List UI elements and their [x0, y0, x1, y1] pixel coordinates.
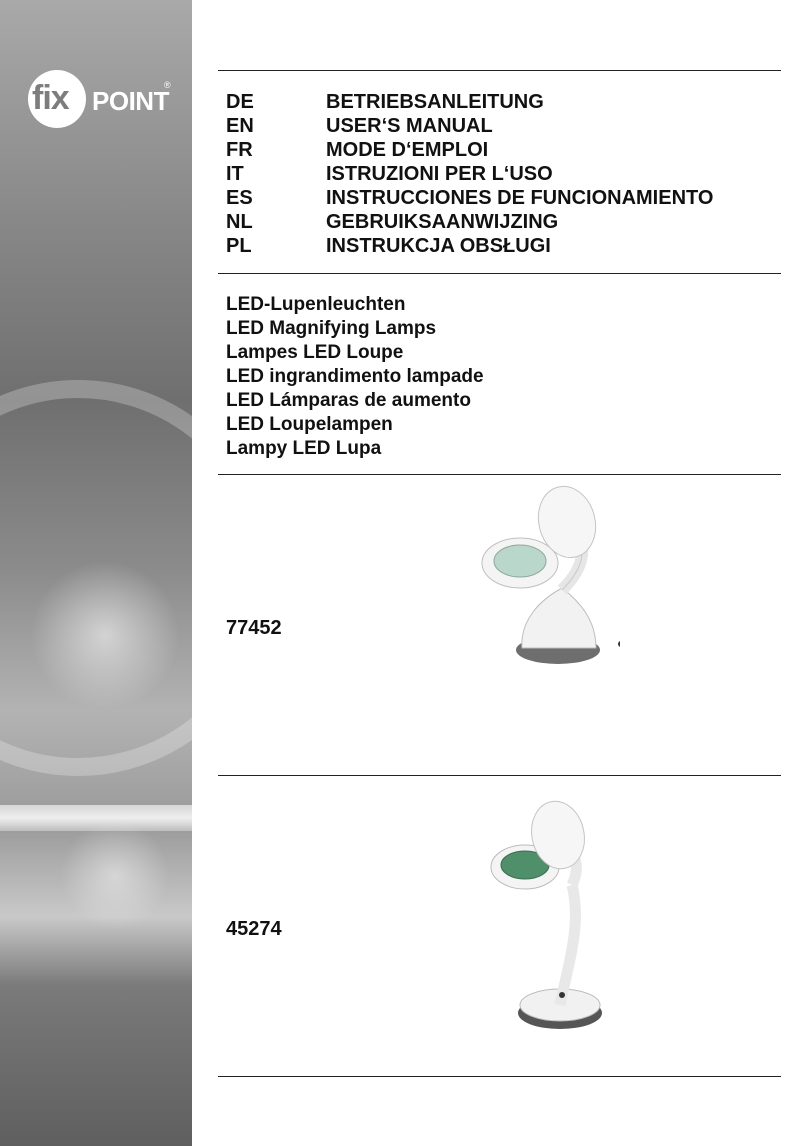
divider: [218, 70, 781, 71]
product-name: Lampy LED Lupa: [226, 438, 382, 459]
divider: [218, 775, 781, 776]
language-row: [226, 210, 713, 234]
product-name: LED Magnifying Lamps: [226, 318, 437, 339]
decorative-glow: [60, 820, 170, 930]
model-number: 45274: [226, 918, 282, 940]
product-name: LED Loupelampen: [226, 414, 393, 435]
model-number: 77452: [226, 617, 282, 639]
manual-title: USER‘S MANUAL: [326, 114, 493, 137]
manual-title: INSTRUKCJA OBSŁUGI: [326, 234, 551, 257]
language-code: ES: [226, 186, 253, 209]
decorative-glow: [30, 560, 180, 710]
manual-title: BETRIEBSANLEITUNG: [326, 90, 544, 113]
language-row: [226, 138, 713, 162]
magnifying-lamp-image: [478, 785, 628, 1055]
manual-title: INSTRUCCIONES DE FUNCIONAMIENTO: [326, 186, 714, 209]
language-row: [226, 90, 713, 114]
language-row: [226, 234, 713, 258]
logo-text-point: POINT: [92, 86, 169, 116]
language-code: NL: [226, 210, 253, 233]
manual-language-list: [226, 90, 713, 258]
product-name: LED-Lupenleuchten: [226, 294, 406, 315]
language-row: [226, 162, 713, 186]
language-code: EN: [226, 114, 254, 137]
brand-logo: [28, 70, 171, 130]
language-code: PL: [226, 234, 252, 257]
divider: [218, 474, 781, 475]
magnifying-lamp-image: [470, 480, 620, 680]
language-code: IT: [226, 162, 244, 185]
product-name-list: [226, 293, 484, 461]
language-row: [226, 114, 713, 138]
product-name: Lampes LED Loupe: [226, 342, 404, 363]
language-code: DE: [226, 90, 254, 113]
manual-title: MODE D‘EMPLOI: [326, 138, 489, 161]
language-row: [226, 186, 713, 210]
product-name: LED Lámparas de aumento: [226, 390, 471, 411]
manual-title: ISTRUZIONI PER L‘USO: [326, 162, 553, 185]
divider: [218, 1076, 781, 1077]
registered-mark: ®: [164, 80, 171, 90]
decorative-sidebar: [0, 0, 192, 1146]
logo-text-fix: fix: [32, 79, 69, 117]
language-code: FR: [226, 138, 253, 161]
divider: [218, 273, 781, 274]
manual-title: GEBRUIKSAANWIJZING: [326, 210, 559, 233]
product-name: LED ingrandimento lampade: [226, 366, 484, 387]
